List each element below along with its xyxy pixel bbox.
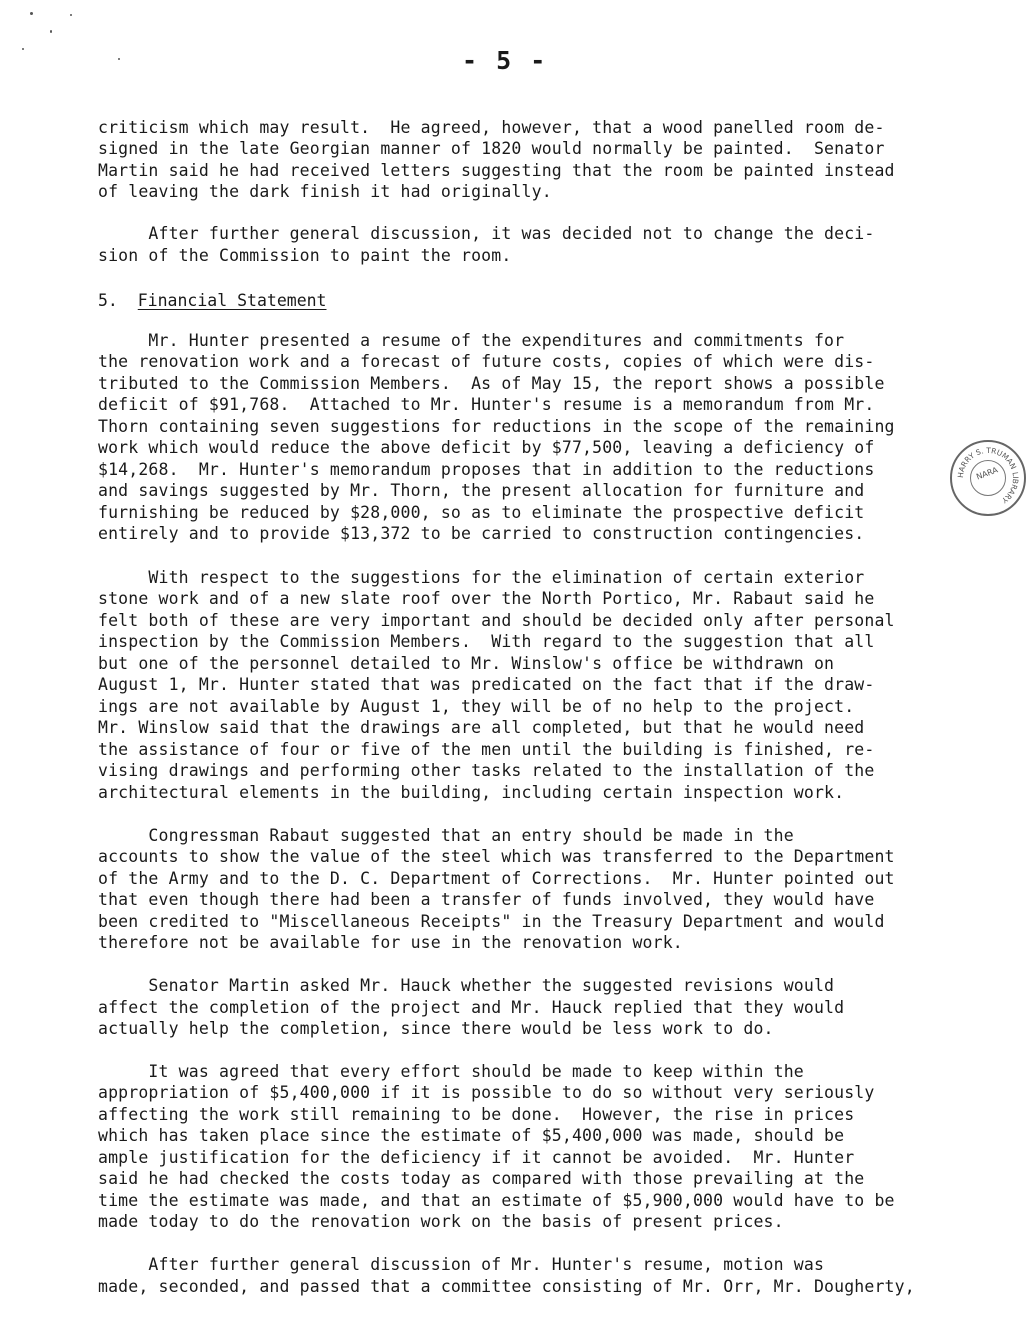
text-line: and savings suggested by Mr. Thorn, the present allocation for furniture and [98, 481, 865, 500]
text-line: made, seconded, and passed that a committee consisting of Mr. Orr, Mr. Dougherty, [98, 1277, 915, 1296]
section-heading [98, 290, 327, 311]
text-line: actually help the completion, since there would be less work to do. [98, 1019, 774, 1038]
text-line: vising drawings and performing other tasks related to the installation of the [98, 761, 875, 780]
stamp-inner-circle [970, 460, 1006, 496]
scan-speck [70, 14, 72, 16]
text-line: Senator Martin asked Mr. Hauck whether the suggested revisions would [98, 976, 835, 995]
text-line: furnishing be reduced by $28,000, so as to eliminate the prospective deficit [98, 503, 865, 522]
text-line: the renovation work and a forecast of future costs, copies of which were dis- [98, 352, 875, 371]
text-line: It was agreed that every effort should be made to keep within the [98, 1062, 804, 1081]
text-line: ample justification for the deficiency if it cannot be avoided. Mr. Hunter [98, 1148, 855, 1167]
text-line: been credited to "Miscellaneous Receipts" in the Treasury Department and would [98, 912, 885, 931]
section-number: 5. [98, 291, 118, 310]
text-line: therefore not be available for use in the renovation work. [98, 933, 683, 952]
text-line: of the Army and to the D. C. Department of Corrections. Mr. Hunter pointed out [98, 869, 895, 888]
text-line: affecting the work still remaining to be done. However, the rise in prices [98, 1105, 855, 1124]
scan-speck [30, 12, 33, 15]
text-line: criticism which may result. He agreed, however, that a wood panelled room de- [98, 118, 885, 137]
scan-speck [22, 48, 24, 50]
text-line: tributed to the Commission Members. As of May 15, the report shows a possible [98, 374, 885, 393]
text-line: appropriation of $5,400,000 if it is possible to do so without very seriously [98, 1083, 875, 1102]
text-line: affect the completion of the project and Mr. Hauck replied that they would [98, 998, 845, 1017]
text-line: made today to do the renovation work on the basis of present prices. [98, 1212, 784, 1231]
text-line: After further general discussion, it was decided not to change the deci- [98, 224, 875, 243]
stamp-center-text: NARA [975, 465, 1000, 482]
text-line: architectural elements in the building, including certain inspection work. [98, 783, 845, 802]
text-line: $14,268. Mr. Hunter's memorandum proposes that in addition to the reductions [98, 460, 875, 479]
text-line: Congressman Rabaut suggested that an entry should be made in the [98, 826, 794, 845]
text-line: August 1, Mr. Hunter stated that was predicated on the fact that if the draw- [98, 675, 875, 694]
text-line: that even though there had been a transfer of funds involved, they would have [98, 890, 875, 909]
text-line: Thorn containing seven suggestions for reductions in the scope of the remaining [98, 417, 895, 436]
text-line: but one of the personnel detailed to Mr. Winslow's office be withdrawn on [98, 654, 835, 673]
scan-speck [118, 58, 120, 60]
text-line: sion of the Commission to paint the room. [98, 246, 512, 265]
page-number: - 5 - [462, 46, 548, 75]
section-title: Financial Statement [137, 291, 327, 310]
text-line: ings are not available by August 1, they will be of no help to the project. [98, 697, 855, 716]
text-line: signed in the late Georgian manner of 1820 would normally be painted. Senator [98, 139, 885, 158]
text-line: Mr. Hunter presented a resume of the expenditures and commitments for [98, 331, 845, 350]
text-line: accounts to show the value of the steel which was transferred to the Department [98, 847, 895, 866]
text-line: After further general discussion of Mr. Hunter's resume, motion was [98, 1255, 825, 1274]
text-line: inspection by the Commission Members. With regard to the suggestion that all [98, 632, 875, 651]
text-line: Martin said he had received letters suggesting that the room be painted instead [98, 161, 895, 180]
text-line: Mr. Winslow said that the drawings are all completed, but that he would need [98, 718, 865, 737]
text-line: entirely and to provide $13,372 to be carried to construction contingencies. [98, 524, 865, 543]
text-line: work which would reduce the above deficit by $77,500, leaving a deficiency of [98, 438, 875, 457]
text-line: time the estimate was made, and that an estimate of $5,900,000 would have to be [98, 1191, 895, 1210]
library-stamp [950, 440, 1026, 516]
text-line: the assistance of four or five of the men until the building is finished, re- [98, 740, 875, 759]
text-line: which has taken place since the estimate of $5,400,000 was made, should be [98, 1126, 845, 1145]
text-line: With respect to the suggestions for the elimination of certain exterior [98, 568, 865, 587]
stamp-ring-text: HARRY S. TRUMAN LIBRARY [956, 446, 1020, 505]
scan-speck [50, 30, 52, 33]
text-line: of leaving the dark finish it had originally. [98, 182, 552, 201]
text-line: felt both of these are very important and should be decided only after personal [98, 611, 895, 630]
text-line: stone work and of a new slate roof over the North Portico, Mr. Rabaut said he [98, 589, 875, 608]
text-line: said he had checked the costs today as compared with those prevailing at the [98, 1169, 865, 1188]
text-line: deficit of $91,768. Attached to Mr. Hunter's resume is a memorandum from Mr. [98, 395, 875, 414]
